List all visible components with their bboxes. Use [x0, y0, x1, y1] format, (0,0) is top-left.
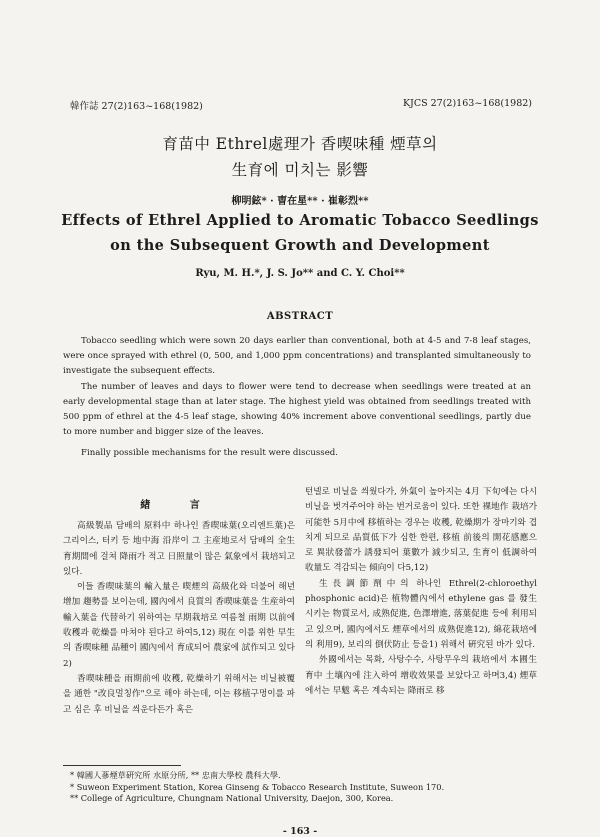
footnote-korean-affiliations: * 韓國人蔘煙草硏究所 水原分所, ** 忠南大學校 農科大學.	[70, 770, 281, 780]
body-paragraph: 外國에서는 목화, 사탕수수, 사탕무우의 栽培에서 本圃生育中 土壤內에 注入하여 增收效果를 보았다고 하며3,4) 煙草에서는 早魃 혹은 계속되는 降雨로 移	[305, 655, 537, 696]
footnote-affiliation-1: * Suweon Experiment Station, Korea Ginseng & Tobacco Research Institute, Suweon 170.	[70, 781, 445, 792]
footnote-divider	[63, 765, 181, 766]
english-title-line2: on the Subsequent Growth and Development	[110, 237, 490, 254]
left-column	[63, 519, 295, 718]
abstract-paragraph: Tobacco seedling which were sown 20 days earlier than conventional, both at 4-5 and 7-8 leaf stages, were once sprayed with ethrel (0, 500, and 1,000 ppm concentrations) and transplanted simultaneously to investigate the subsequent effects.	[63, 336, 531, 377]
footnotes	[70, 770, 540, 805]
body-paragraph: 이들 香喫味葉의 輸入量은 喫煙의 高級化와 더불어 해년 增加 趨勢를 보이는데, 國內에서 良質의 香喫味葉을 生産하여 輸入葉을 代替하기 위하여는 早期栽培로 여름철 雨期 以前에 收穫과 乾燥를 마쳐야 된다고 하여5,12) 現在 이를 위한 早生의 香喫味種 品種이 國內에서 育成되어 農家에 試作되고 있다2)	[63, 582, 295, 669]
page-number: - 163 -	[282, 826, 318, 837]
abstract-heading: ABSTRACT	[266, 311, 334, 322]
journal-citation-english: KJCS 27(2)163~168(1982)	[402, 98, 532, 109]
abstract-body	[63, 334, 531, 462]
korean-title-line2: 生育에 미치는 影響	[231, 161, 369, 179]
footnote-affiliation-2: ** College of Agriculture, Chungnam National University, Daejon, 300, Korea.	[70, 793, 394, 803]
body-paragraph: 高級製品 담배의 原料中 하나인 香喫味葉(오리엔트葉)은 그리이스, 터키 등 地中海 沿岸이 그 主産地로서 담배의 全生育期間에 걸쳐 降雨가 적고 日照量이 많은 氣象에서 栽培되고 있다.	[63, 521, 295, 577]
journal-citation-korean: 韓作誌 27(2)163~168(1982)	[70, 101, 203, 112]
english-authors: Ryu, M. H.*, J. S. Jo** and C. Y. Choi**	[195, 268, 405, 279]
body-paragraph: 香喫味種을 雨期前에 收穫, 乾燥하기 위해서는 비닐被覆을 通한 "改良멀칭作"으로 해야 하는데, 이는 移植구멍이를 파고 심은 후 비닐을 씌운다든가 혹은	[63, 673, 295, 715]
body-paragraph: 生長調節劑中의 하나인 Ethrel(2-chloroethyl phosphonic acid)은 植物體內에서 ethylene gas 를 發生시키는 物質로서, 成熟促進, 色澤增進, 落葉促進 등에 利用되고 있으며, 國內에서도 煙草에서의 成熟促進12), 綿花栽培에의 利用9), 보리의 倒伏防止 등을1) 위해서 硏究된 바가 있다.	[305, 578, 537, 650]
korean-authors: 柳明鉉* · 曺在星** · 崔彰烈**	[231, 196, 369, 207]
korean-title-line1: 育苗中 Ethrel處理가 香喫味種 煙草의	[162, 135, 438, 153]
abstract-paragraph: The number of leaves and days to flower were tend to decrease when seedlings were treated at an early developmental stage than at later stage. The highest yield was obtained from seedlings treated with 500 ppm of ethrel at the 4-5 leaf stage, showing 40% increment above conventional seedlings, partly due to more number and bigger size of the leaves.	[63, 381, 531, 438]
section-heading-introduction: 緖 言	[140, 500, 218, 511]
right-column	[305, 485, 537, 699]
abstract-paragraph: Finally possible mechanisms for the result were discussed.	[81, 448, 339, 459]
english-title-line1: Effects of Ethrel Applied to Aromatic Tobacco Seedlings	[61, 212, 539, 229]
body-paragraph: 턴넬로 비닐을 씌웠다가, 外氣이 높아지는 4月 下旬에는 다시 비닐을 벗겨주어야 하는 번거로움이 있다. 또한 裸地作 栽培가 可能한 5月中에 移植하는 경우는 收穫, 乾燥期가 장마기와 겹치게 되므로 品質低下가 심한 한편, 移植 前後의 開花感應으로 異狀發蕾가 誘發되어 葉數가 減少되고, 生育이 低調하여 收量도 격감되는 傾向이 다5,12)	[305, 487, 537, 574]
